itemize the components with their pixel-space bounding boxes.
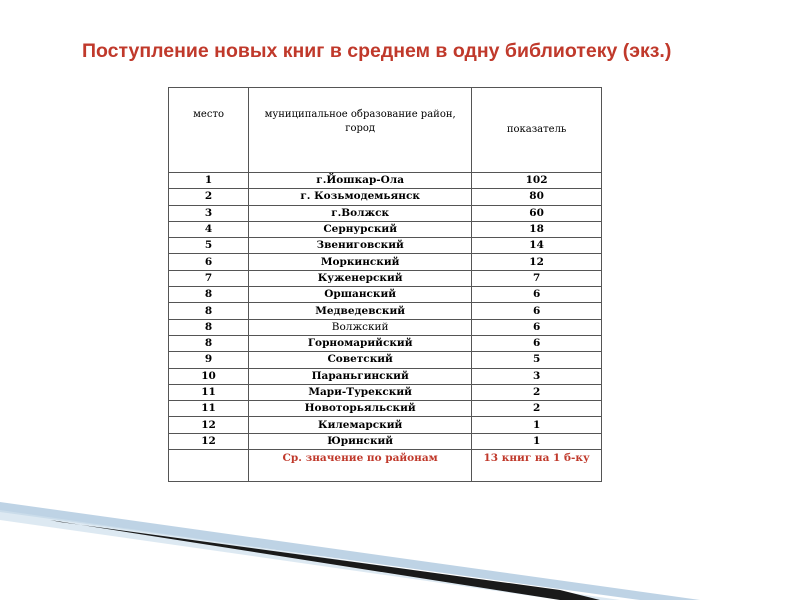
cell-district: Звениговский [249,238,472,254]
cell-district: Юринский [249,433,472,449]
cell-value: 6 [472,335,602,351]
table-row [169,238,602,254]
cell-value: 18 [472,221,602,237]
cell-place: 2 [169,189,249,205]
cell-district: г.Волжск [249,205,472,221]
average-place [169,450,249,482]
cell-district: Советский [249,352,472,368]
table-row [169,221,602,237]
cell-place: 5 [169,238,249,254]
table-row [169,384,602,400]
table-row [169,287,602,303]
header-value: показатель [472,88,602,173]
table-row [169,254,602,270]
table-row [169,335,602,351]
cell-value: 6 [472,319,602,335]
cell-district: Параньгинский [249,368,472,384]
table-header-row [169,88,602,173]
table-row [169,417,602,433]
table-row [169,205,602,221]
swoosh-dark-band [50,520,600,600]
table-row [169,270,602,286]
cell-place: 4 [169,221,249,237]
cell-place: 3 [169,205,249,221]
header-place: место [169,88,249,173]
cell-place: 8 [169,335,249,351]
decorative-swoosh [0,480,800,600]
cell-district: Мари-Турекский [249,384,472,400]
cell-district: Волжский [249,319,472,335]
cell-place: 12 [169,433,249,449]
cell-district: г.Йошкар-Ола [249,173,472,189]
cell-district: г. Козьмодемьянск [249,189,472,205]
cell-district: Куженерский [249,270,472,286]
library-ranking-table [168,87,602,482]
cell-district: Новоторьяльский [249,401,472,417]
cell-place: 12 [169,417,249,433]
cell-value: 5 [472,352,602,368]
cell-district: Моркинский [249,254,472,270]
cell-value: 2 [472,384,602,400]
cell-value: 6 [472,287,602,303]
cell-district: Килемарский [249,417,472,433]
cell-place: 11 [169,401,249,417]
table-row [169,189,602,205]
cell-place: 9 [169,352,249,368]
cell-value: 1 [472,417,602,433]
table-row [169,173,602,189]
table-row [169,368,602,384]
table-row [169,433,602,449]
average-label: Ср. значение по районам [249,450,472,482]
cell-place: 11 [169,384,249,400]
average-value: 13 книг на 1 б-ку [472,450,602,482]
cell-value: 7 [472,270,602,286]
cell-value: 6 [472,303,602,319]
cell-place: 7 [169,270,249,286]
cell-value: 102 [472,173,602,189]
cell-district: Горномарийский [249,335,472,351]
cell-value: 14 [472,238,602,254]
cell-place: 8 [169,303,249,319]
table-row [169,352,602,368]
cell-value: 1 [472,433,602,449]
cell-place: 10 [169,368,249,384]
cell-value: 3 [472,368,602,384]
swoosh-light-band [0,502,700,600]
table-row [169,303,602,319]
average-row [169,450,602,482]
cell-value: 12 [472,254,602,270]
cell-value: 2 [472,401,602,417]
cell-place: 8 [169,319,249,335]
table-row [169,319,602,335]
cell-district: Медведевский [249,303,472,319]
table-body [169,173,602,482]
cell-district: Оршанский [249,287,472,303]
cell-place: 1 [169,173,249,189]
table-row [169,401,602,417]
cell-place: 8 [169,287,249,303]
header-district: муниципальное образование район, город [249,88,472,173]
cell-place: 6 [169,254,249,270]
cell-value: 60 [472,205,602,221]
slide-title: Поступление новых книг в среднем в одну библиотеку (экз.) [82,40,672,62]
cell-value: 80 [472,189,602,205]
cell-district: Сернурский [249,221,472,237]
